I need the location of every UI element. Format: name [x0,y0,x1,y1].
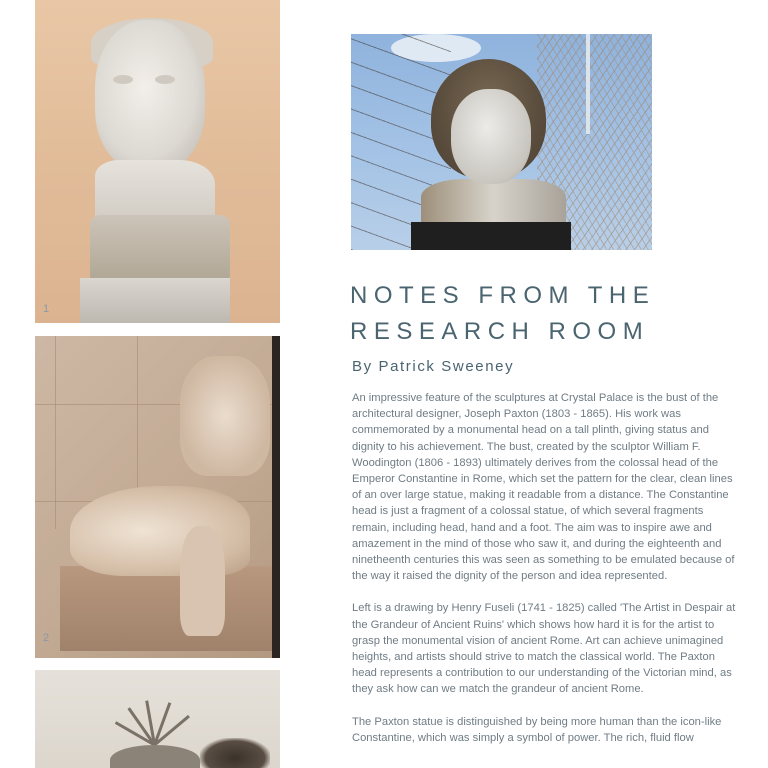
title-line-2: RESEARCH ROOM [350,318,650,345]
mast-pole [586,34,590,134]
bust-face [451,89,531,184]
statue-eye [155,75,175,84]
statue-chest [90,215,230,280]
liberty-crown [110,745,200,768]
statue-head [95,20,205,170]
author-byline: By Patrick Sweeney [352,358,515,375]
liberty-head-photo [35,670,280,768]
despairing-artist-figure [180,526,225,636]
paragraph: An impressive feature of the sculptures at Crystal Palace is the bust of the architectural designer, Joseph Paxton (1803 - 1865). His work was commemorated by a monumental head on a tall plinth, giving status and dignity to his achievement. The bust, created by the sculptor William F. Woodington (1806 - 1893) ultimately derives from the colossal head of the Emperor Constantine in Rome, which set the pattern for the clear, clean lines of an over large statue, making it readable from a distance. The Constantine head is just a fragment of a colossal statue, of which several fragments remain, including head, hand and a foot. The aim was to inspire awe and amazement in the mind of those who saw it, and during the eighteenth and ninetheenth centuries this was seen as something to be emulated because of the way it raised the dignity of the person and idea represented. [352,392,735,583]
article-body [352,390,742,762]
paragraph: Left is a drawing by Henry Fuseli (1741 - 1825) called 'The Artist in Despair at the Grandeur of Ancient Ruins' which shows how hard it is for the artist to grasp the monumental vision of ancient Rome. Art can achieve unimagined heights, and artists should strive to match the classical world. The Paxton head represents a contribution to our understanding of the Victorian mind, as they ask how can we match the grandeur of ancient Rome. [352,602,736,696]
statue-eye [113,75,133,84]
paxton-bust-photo [351,34,652,250]
title-line-1: NOTES FROM THE [350,282,656,309]
paragraph: The Paxton statue is distinguished by being more human than the icon-like Constantine, which was simply a symbol of power. The rich, fluid flow [352,715,722,744]
constantine-head-photo [35,0,280,323]
dark-edge [272,336,280,658]
wall-line [55,336,56,529]
stone-base [60,566,280,651]
colossal-hand [180,356,270,476]
bust-plinth [411,222,571,250]
image-number-label: 2 [43,632,50,644]
tree-silhouette [200,738,270,768]
image-number-label: 1 [43,303,50,315]
fuseli-drawing [35,336,280,658]
statue-plinth [80,278,230,323]
page-title [350,278,750,350]
